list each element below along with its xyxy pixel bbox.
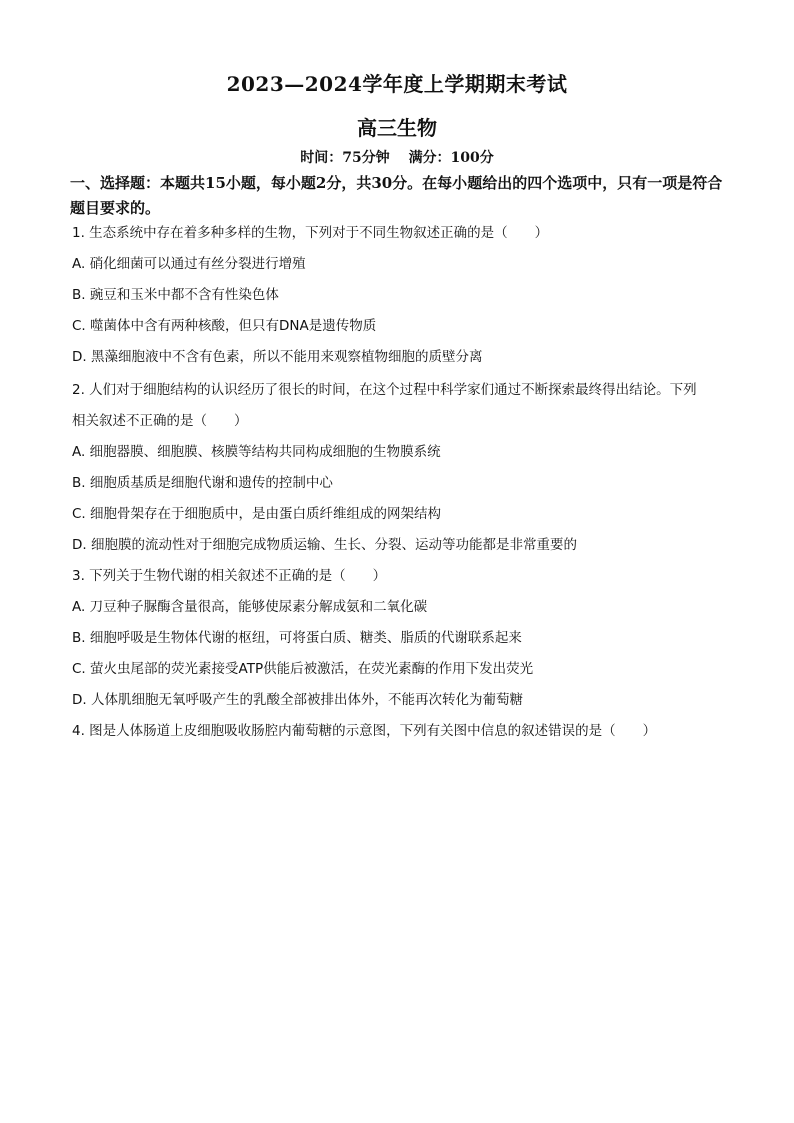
option-d: D. 细胞膜的流动性对于细胞完成物质运输、生长、分裂、运动等功能都是非常重要的	[72, 537, 577, 553]
option-a: A. 硝化细菌可以通过有丝分裂进行增殖	[72, 256, 306, 272]
option-b: B. 细胞呼吸是生物体代谢的枢纽，可将蛋白质、糖类、脂质的代谢联系起来	[72, 630, 522, 646]
exam-score: 满分：100分	[408, 150, 494, 166]
option-b: B. 豌豆和玉米中都不含有性染色体	[72, 287, 279, 303]
question-3	[72, 561, 732, 716]
option-c: C. 噬菌体中含有两种核酸，但只有DNA是遗传物质	[72, 318, 377, 334]
question-stem: 2. 人们对于细胞结构的认识经历了很长的时间，在这个过程中科学家们通过不断探索最终得出结论。下列	[72, 382, 697, 398]
question-stem: 3. 下列关于生物代谢的相关叙述不正确的是（ ）	[72, 568, 387, 584]
option-c: C. 细胞骨架存在于细胞质中，是由蛋白质纤维组成的网架结构	[72, 506, 442, 522]
option-d: D. 人体肌细胞无氧呼吸产生的乳酸全部被排出体外，不能再次转化为葡萄糖	[72, 692, 523, 708]
section-heading: 一、选择题：本题共15小题，每小题2分，共30分。在每小题给出的四个选项中，只有一项是符合题目要求的。	[70, 174, 723, 217]
option-c: C. 萤火虫尾部的荧光素接受ATP供能后被激活，在荧光素酶的作用下发出荧光	[72, 661, 534, 677]
option-b: B. 细胞质基质是细胞代谢和遗传的控制中心	[72, 475, 333, 491]
option-a: A. 细胞器膜、细胞膜、核膜等结构共同构成细胞的生物膜系统	[72, 444, 441, 460]
exam-subject: 高三生物	[357, 116, 437, 140]
exam-time: 时间：75分钟	[300, 150, 390, 166]
exam-meta	[0, 147, 794, 167]
question-stem: 1. 生态系统中存在着多种多样的生物，下列对于不同生物叙述正确的是（ ）	[72, 225, 549, 241]
question-stem-cont: 相关叙述不正确的是（ ）	[72, 413, 248, 429]
option-d: D. 黑藻细胞液中不含有色素，所以不能用来观察植物细胞的质壁分离	[72, 349, 483, 365]
question-2	[72, 375, 732, 561]
option-a: A. 刀豆种子脲酶含量很高，能够使尿素分解成氨和二氧化碳	[72, 599, 428, 615]
question-1	[72, 218, 732, 373]
question-4	[72, 716, 732, 747]
question-stem: 4. 图是人体肠道上皮细胞吸收肠腔内葡萄糖的示意图，下列有关图中信息的叙述错误的是（ ）	[72, 723, 657, 739]
exam-title: 2023—2024学年度上学期期末考试	[226, 72, 568, 96]
